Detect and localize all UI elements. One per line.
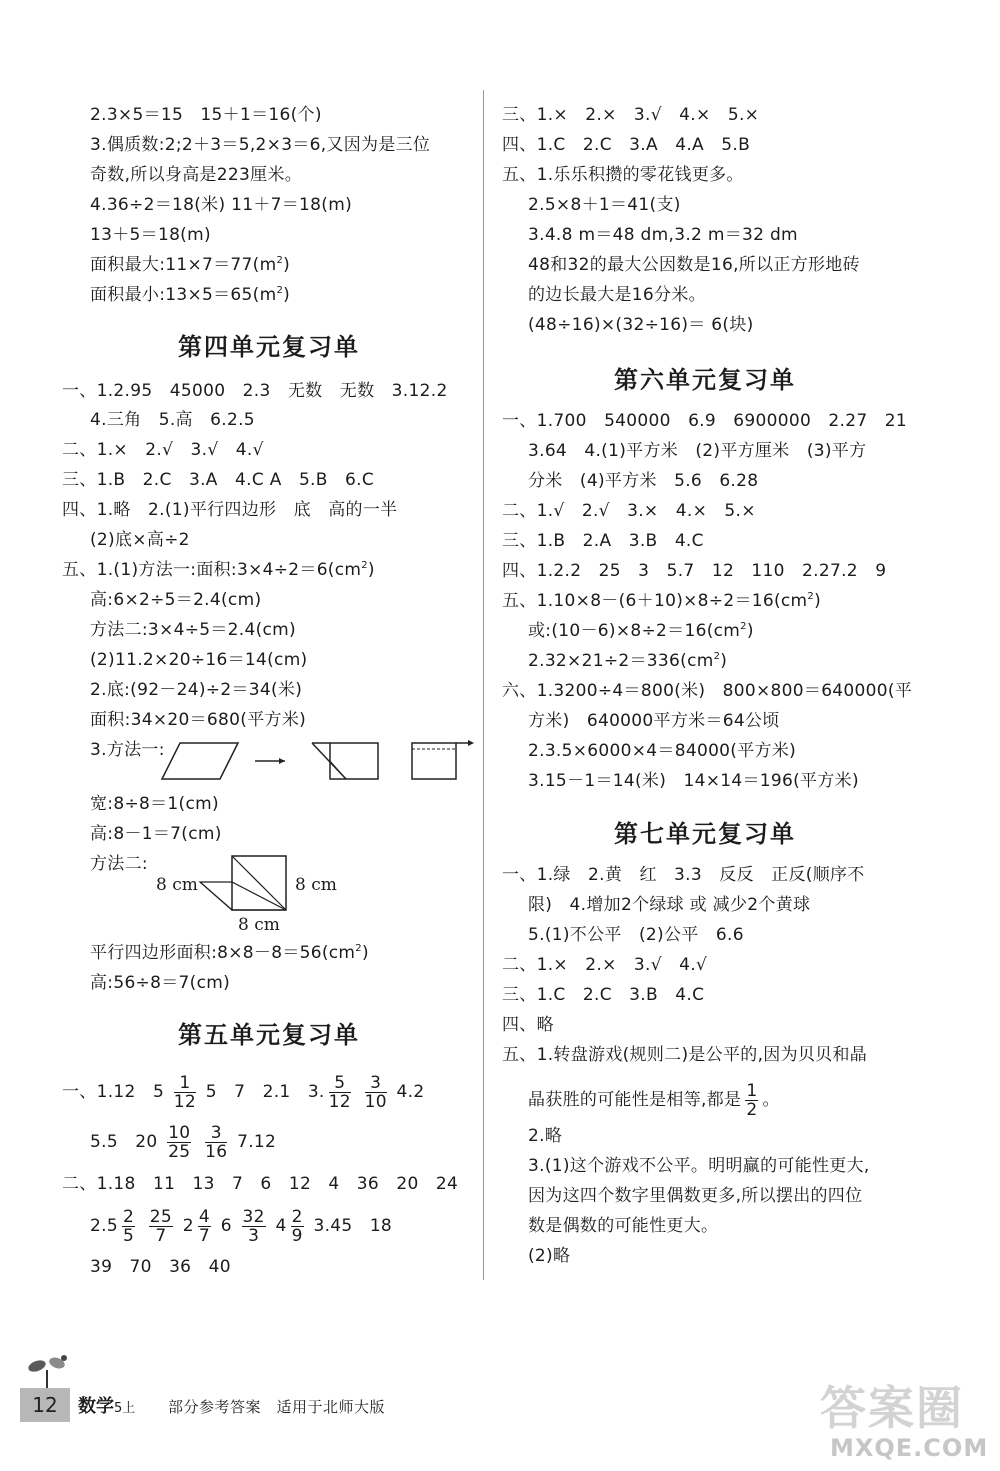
book-subtitle: 部分参考答案 适用于北师大版 <box>168 1398 386 1416</box>
answer-line: 方法二: <box>90 854 148 874</box>
answer-line: 三、1.B 2.C 3.A 4.C A 5.B 6.C <box>62 470 375 490</box>
answer-line: 高:8－1＝7(cm) <box>90 824 222 844</box>
answer-line: 五、1.(1)方法一:面积$:3\times 4\div 2=6(cm^2)$ <box>62 560 375 580</box>
answer-line: 四、1.C 2.C 3.A 4.A 5.B <box>502 135 751 155</box>
answer-line: 48和32的最大公因数是16,所以正方形地砖 <box>528 255 860 275</box>
answer-line: 高:56÷8＝7(cm) <box>90 973 231 993</box>
answer-line: 五、1.乐乐积攒的零花钱更多。 <box>502 165 744 185</box>
unit7-title: 第七单元复习单 <box>614 820 796 848</box>
fraction: $\frac{3}{10}$ <box>364 1072 387 1112</box>
answer-line: 2.3.5×6000×4＝84000(平方米) <box>528 741 797 761</box>
answer-line: 方米) 640000平方米＝64公顷 <box>528 711 780 731</box>
answer-line: (2)略 <box>528 1246 571 1266</box>
answer-line: 39 70 36 40 <box>90 1257 231 1277</box>
answer-line: 13＋5＝18(m) <box>90 225 211 245</box>
answer-line: 3.4.8 m＝48 dm,3.2 m＝32 dm <box>528 225 798 245</box>
watermark: 答案圈 MXQE.COM <box>820 1381 989 1462</box>
method-two-diagram <box>190 854 300 916</box>
book-title: 数学5上 <box>78 1396 136 1417</box>
page-number: 12 <box>20 1388 70 1422</box>
unit4-title: 第四单元复习单 <box>178 333 360 361</box>
answer-line: 六、1.3200÷4＝800(米) 800×800＝640000(平 <box>502 681 913 701</box>
side-length-label: 8 cm <box>238 915 280 935</box>
answer-line: 数是偶数的可能性更大。 <box>528 1216 719 1236</box>
answer-line: 二、1.√ 2.√ 3.× 4.× 5.× <box>502 501 756 521</box>
answer-line: $2.32\times 21\div 2=336(cm^2)$ <box>528 651 728 671</box>
answer-line: 3.15－1＝14(米) 14×14＝196(平方米) <box>528 771 859 791</box>
answer-line: 二、1.18 11 13 7 6 12 4 36 20 24 <box>62 1174 459 1194</box>
answer-line: 3.64 4.(1)平方米 (2)平方厘米 (3)平方 <box>528 441 867 461</box>
answer-line: 高:6×2÷5＝2.4(cm) <box>90 590 262 610</box>
fraction: $\frac{4}{7}$ <box>198 1206 210 1246</box>
answer-line: (2)底×高÷2 <box>90 530 190 550</box>
answer-line: 3.方法一: <box>90 740 165 760</box>
fraction: $\frac{2}{5}$ <box>122 1206 135 1246</box>
answer-line: 4.三角 5.高 6.2.5 <box>90 410 255 430</box>
fraction: $\frac{32}{3}$ <box>242 1206 265 1246</box>
answer-line: 一、1.2.95 45000 2.3 无数 无数 3.12.2 <box>62 381 448 401</box>
unit6-title: 第六单元复习单 <box>614 366 796 394</box>
answer-line: 四、略 <box>502 1015 554 1035</box>
answer-line: 三、1.× 2.× 3.√ 4.× 5.× <box>502 105 760 125</box>
answer-line: 2.3×5＝15 15＋1＝16(个) <box>90 105 322 125</box>
answer-line: 2.略 <box>528 1126 563 1146</box>
answer-line: 面积最大$:11\times 7=77(m^2)$ <box>90 255 291 275</box>
answer-line: 宽:8÷8＝1(cm) <box>90 794 219 814</box>
answer-line: 2.5×8＋1＝41(支) <box>528 195 681 215</box>
side-length-label: 8 cm <box>156 875 198 895</box>
column-divider <box>483 90 484 1280</box>
answer-line: 2.5 $\frac{2}{5}$ $\frac{25}{7}$ 2 $\frac{4}{7}$ 6 $\frac{32}{3}$ 4 $\frac{2}{9}$ 3.45 18 <box>90 1206 393 1246</box>
answer-line: 三、1.B 2.A 3.B 4.C <box>502 531 704 551</box>
answer-line: 5.(1)不公平 (2)公平 6.6 <box>528 925 744 945</box>
answer-line: 二、1.× 2.√ 3.√ 4.√ <box>62 440 264 460</box>
answer-line: 面积:34×20＝680(平方米) <box>90 710 307 730</box>
unit5-title: 第五单元复习单 <box>178 1021 360 1049</box>
page-footer <box>0 1360 1000 1471</box>
answer-line: 二、1.× 2.× 3.√ 4.√ <box>502 955 708 975</box>
answer-line: 四、1.略 2.(1)平行四边形 底 高的一半 <box>62 500 398 520</box>
answer-line: 五、$1.10\times 8-(6+10)\times 8\div 2=16(cm^2)$ <box>502 591 822 611</box>
answer-line: 一、1.绿 2.黄 红 3.3 反反 正反(顺序不 <box>502 865 865 885</box>
fraction: $\frac{1}{12}$ <box>173 1072 197 1112</box>
answer-line: 一、1.700 540000 6.9 6900000 2.27 21 <box>502 411 907 431</box>
fraction: $\frac{3}{16}$ <box>205 1122 228 1162</box>
fraction: $\frac{5}{12}$ <box>328 1072 351 1112</box>
answer-line: 或$:(10-6)\times 8\div 2=16(cm^2)$ <box>528 621 754 641</box>
answer-line: 一、1.12 5 $\frac{1}{12}$ 5 7 2.1 3. $\frac{5}{12}$ $\frac{3}{10}$ 4.2 <box>62 1072 425 1112</box>
answer-line: (48÷16)×(32÷16)＝ 6(块) <box>528 315 754 335</box>
answer-line: 3.偶质数:2;2＋3＝5,2×3＝6,又因为是三位 <box>90 135 431 155</box>
fraction: $\frac{10}{25}$ <box>168 1122 191 1162</box>
answer-line: 奇数,所以身高是223厘米。 <box>90 165 303 185</box>
answer-line: 平行四边形面积$:8\times 8-8=56(cm^2)$ <box>90 943 369 963</box>
answer-line: 方法二:3×4÷5＝2.4(cm) <box>90 620 296 640</box>
fraction: $\frac{25}{7}$ <box>149 1206 173 1246</box>
method-one-diagram <box>150 735 480 785</box>
fraction: $\frac{1}{2}$ <box>746 1080 758 1120</box>
answer-line: 4.36÷2＝18(米) 11＋7＝18(m) <box>90 195 353 215</box>
answer-line: 五、1.转盘游戏(规则二)是公平的,因为贝贝和晶 <box>502 1045 868 1065</box>
answer-line: 5.5 20 $\frac{10}{25}$ $\frac{3}{16}$ 7.12 <box>90 1122 277 1162</box>
answer-line: 面积最小$:13\times 5=65(m^2)$ <box>90 285 291 305</box>
answer-line: 三、1.C 2.C 3.B 4.C <box>502 985 705 1005</box>
answer-line: 3.(1)这个游戏不公平。明明赢的可能性更大, <box>528 1156 870 1176</box>
side-length-label: 8 cm <box>295 875 337 895</box>
answer-line: 的边长最大是16分米。 <box>528 285 706 305</box>
seedling-icon <box>24 1354 70 1390</box>
answer-line: 因为这四个数字里偶数更多,所以摆出的四位 <box>528 1186 863 1206</box>
answer-line: 晶获胜的可能性是相等,都是 $\frac{1}{2}$ 。 <box>528 1080 780 1120</box>
answer-line: 分米 (4)平方米 5.6 6.28 <box>528 471 759 491</box>
answer-line: 四、1.2.2 25 3 5.7 12 110 2.27.2 9 <box>502 561 887 581</box>
answer-line: 限) 4.增加2个绿球 或 减少2个黄球 <box>528 895 811 915</box>
answer-line: 2.底:(92－24)÷2＝34(米) <box>90 680 303 700</box>
fraction: $\frac{2}{9}$ <box>291 1206 303 1246</box>
answer-line: (2)11.2×20÷16＝14(cm) <box>90 650 308 670</box>
